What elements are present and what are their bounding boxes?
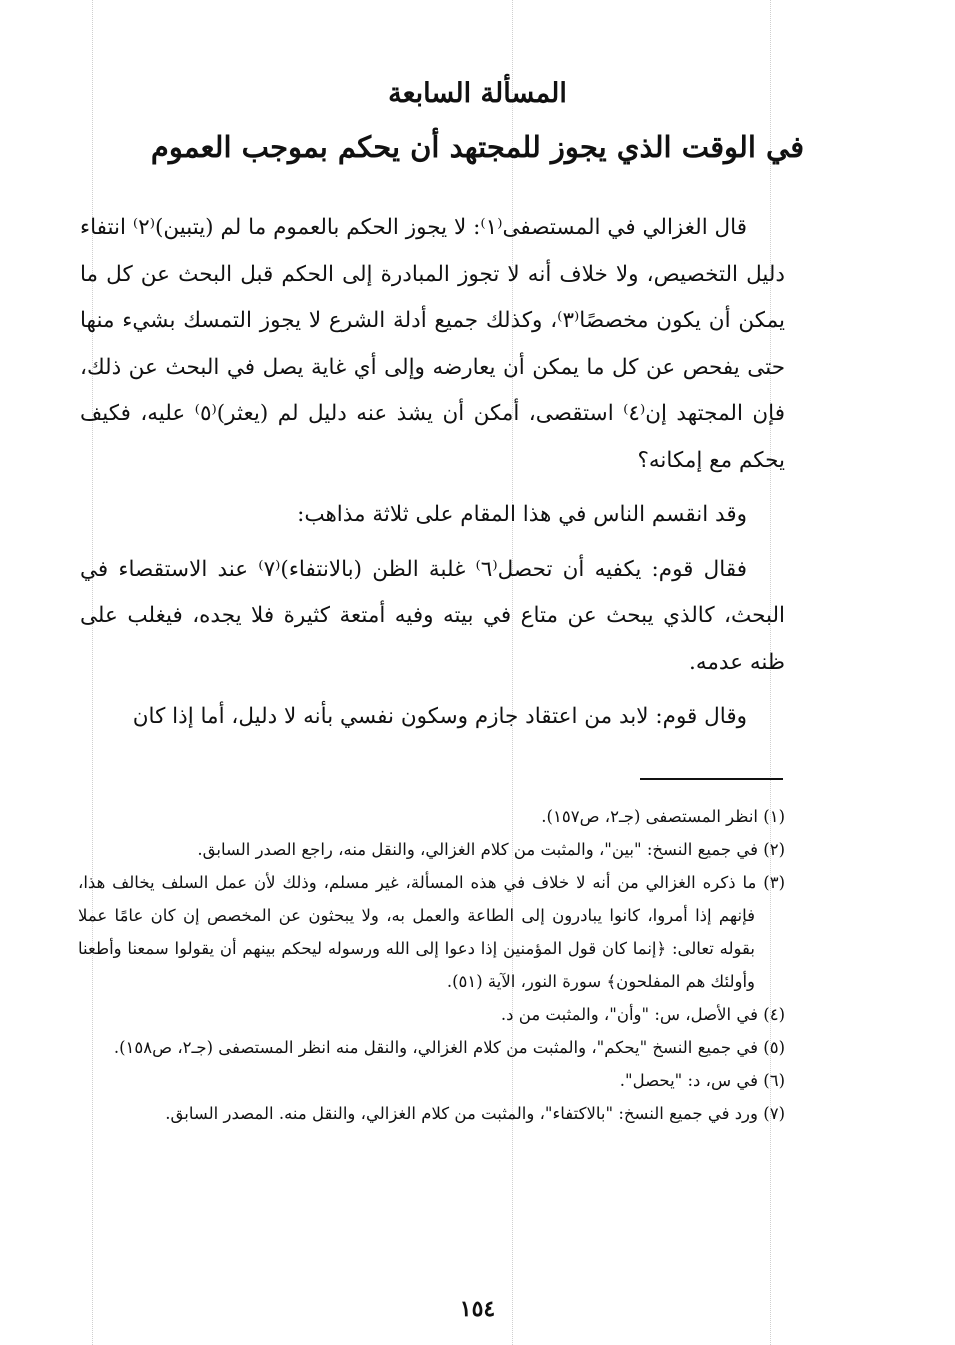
footnote: (٥) في جميع النسخ "يحكم"، والمثبت من كلام الغزالي، والنقل منه انظر المستصفى (جـ٢، ص١٥٨).	[113, 1038, 785, 1057]
footnote: (٦) في س، د: "يحصل".	[619, 1071, 785, 1090]
main-text	[80, 205, 785, 741]
body-paragraph: فقال قوم: يكفيه أن تحصل⁽٦⁾ غلبة الظن (بالانتفاء)⁽٧⁾ عند الاستقصاء في البحث، كالذي يبحث عن متاع في بيته وفيه أمتعة كثيرة فلا يجده، فيغلب على ظنه عدمه.	[80, 556, 785, 675]
page-number: ١٥٤	[459, 1296, 496, 1322]
footnote: (٧) ورد في جميع النسخ: "بالاكتفاء"، والمثبت من كلام الغزالي، والنقل منه. المصدر السابق.	[165, 1104, 785, 1123]
issue-title-heading: في الوقت الذي يجوز للمجتهد أن يحكم بموجب العموم	[150, 130, 805, 164]
body-paragraph: قال الغزالي في المستصفى⁽١⁾: لا يجوز الحكم بالعموم ما لم (يتبين)⁽٢⁾ انتفاء دليل التخصيص، ولا خلاف أنه لا تجوز المبادرة إلى الحكم قبل البحث عن كل ما يمكن أن يكون مخصصًا⁽٣⁾، وكذلك جميع أدلة الشرع لا يجوز التمسك بشيء منها حتى يفحص عن كل ما يمكن أن يعارضه وإلى أي غاية يصل في البحث عن ذلك، فإن المجتهد إن⁽٤⁾ استقصى، أمكن أن يشذ عنه دليل لم (يعثر)⁽٥⁾ عليه، فكيف يحكم مع إمكانه؟	[80, 215, 785, 473]
footnote-separator	[640, 778, 783, 780]
footnote: (٤) في الأصل، س: "وأن"، والمثبت من د.	[500, 1005, 785, 1024]
issue-number-heading: المسألة السابعة	[388, 78, 567, 109]
footnote: (٣) ما ذكره الغزالي من أنه لا خلاف في هذه المسألة، غير مسلم، وذلك لأن عمل السلف يخالف هذا، فإنهم إذا أمروا، كانوا يبادرون إلى الطاعة والعمل به، ولا يبحثون عن المخصص إن كان عامًا عملا بقوله تعالى: ﴿إنما كان قول المؤمنين إذا دعوا إلى الله ورسوله ليحكم بينهم أن يقولوا سمعنا وأطعنا وأولئك هم المفلحون﴾ سورة النور، الآية (٥١).	[78, 873, 785, 991]
footnote: (٢) في جميع النسخ: "بين"، والمثبت من كلام الغزالي، والنقل منه، راجع الصدر السابق.	[197, 840, 785, 859]
footnotes	[78, 800, 785, 1130]
body-paragraph: وقد انقسم الناس في هذا المقام على ثلاثة مذاهب:	[297, 502, 747, 527]
footnote: (١) انظر المستصفى (جـ٢، ص١٥٧).	[541, 807, 785, 826]
body-paragraph: وقال قوم: لابد من اعتقاد جازم وسكون نفسي بأنه لا دليل، أما إذا كان	[132, 704, 747, 729]
